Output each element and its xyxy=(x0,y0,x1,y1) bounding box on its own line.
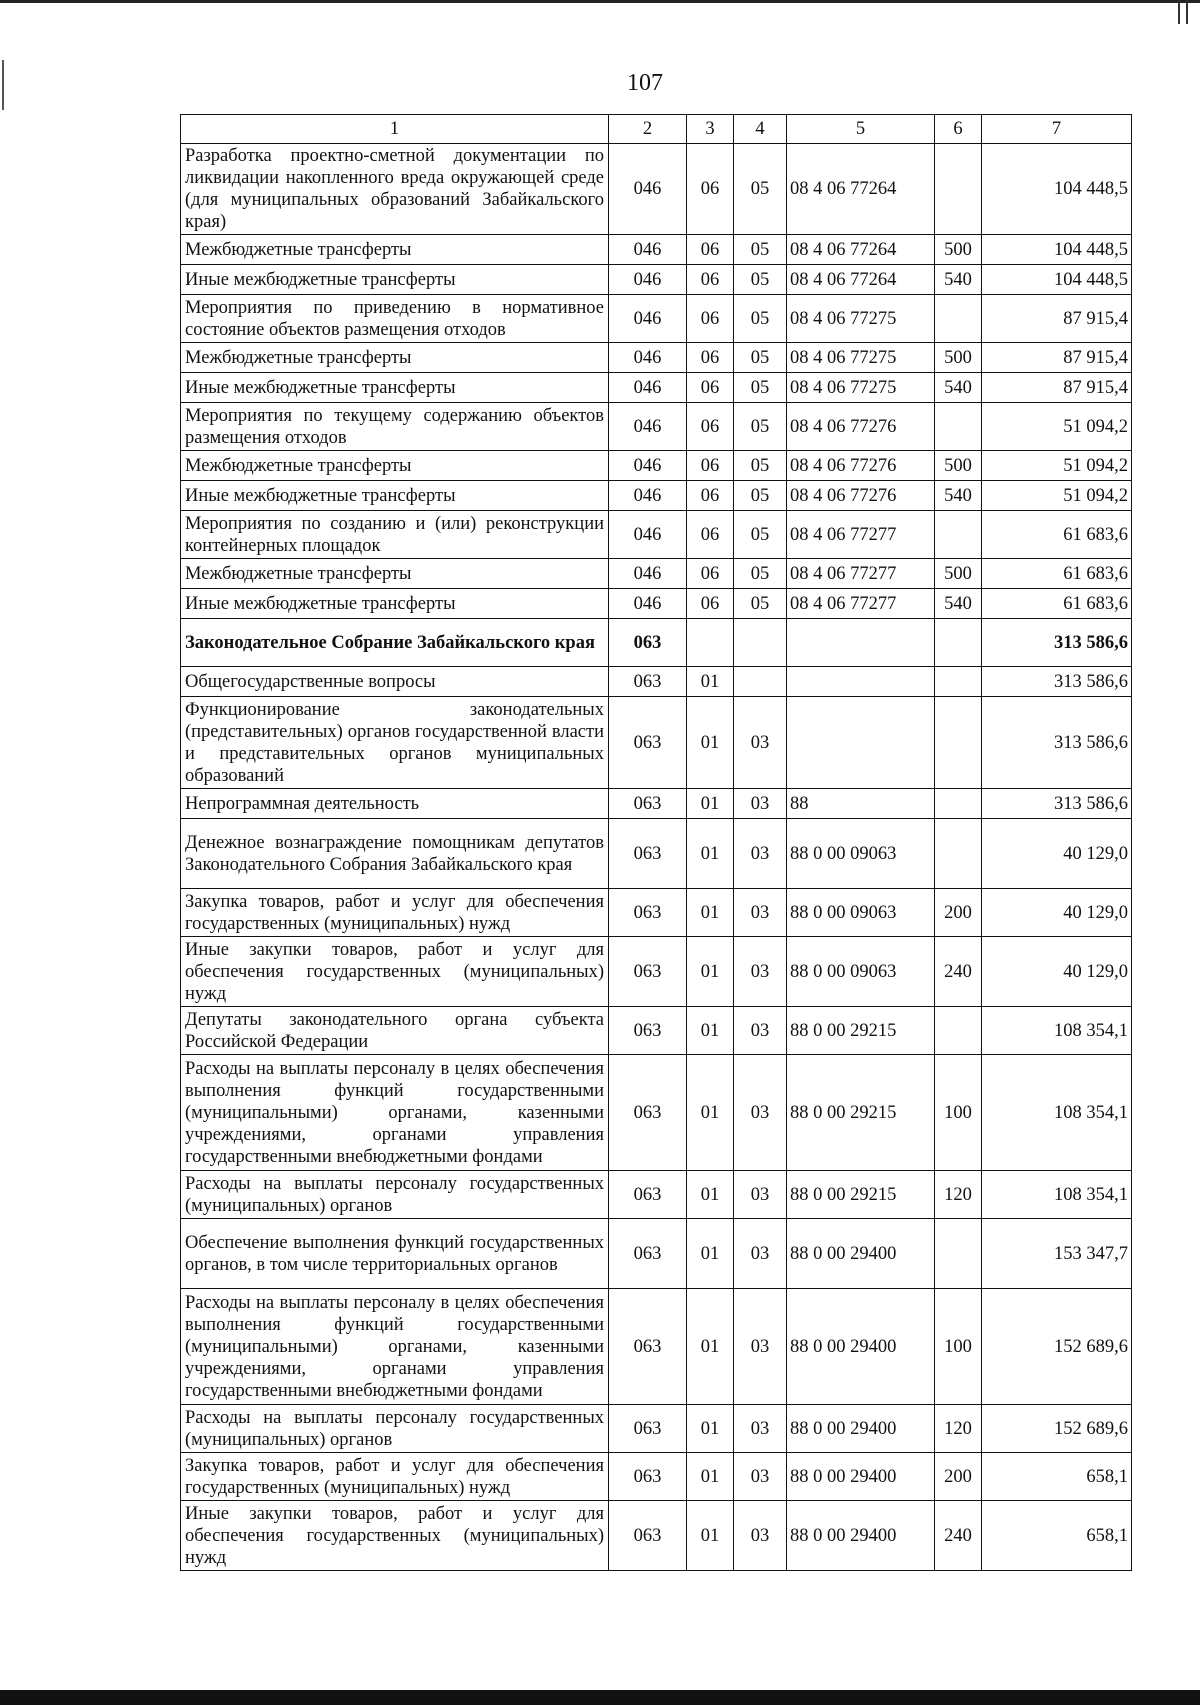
amount: 87 915,4 xyxy=(982,343,1132,373)
expense-type-code xyxy=(935,1219,982,1289)
budget-table xyxy=(180,114,1132,1571)
scan-bottom-border xyxy=(0,1690,1200,1705)
table-row xyxy=(181,235,1132,265)
target-article-code: 88 0 00 09063 xyxy=(787,937,935,1007)
table-row xyxy=(181,789,1132,819)
ministry-code: 063 xyxy=(609,667,687,697)
subsection-code: 03 xyxy=(734,1007,787,1055)
table-row xyxy=(181,295,1132,343)
ministry-code: 046 xyxy=(609,235,687,265)
amount: 51 094,2 xyxy=(982,451,1132,481)
header-row xyxy=(181,115,1132,144)
ministry-code: 046 xyxy=(609,481,687,511)
table-row xyxy=(181,1171,1132,1219)
expense-name: Иные закупки товаров, работ и услуг для обеспечения государственных (муниципальных) нужд xyxy=(181,1501,609,1571)
target-article-code: 88 0 00 29215 xyxy=(787,1055,935,1171)
target-article-code: 88 0 00 29215 xyxy=(787,1007,935,1055)
target-article-code: 88 0 00 09063 xyxy=(787,889,935,937)
table-row xyxy=(181,343,1132,373)
expense-type-code: 500 xyxy=(935,559,982,589)
ministry-code: 063 xyxy=(609,889,687,937)
section-code: 01 xyxy=(687,1289,734,1405)
section-code: 01 xyxy=(687,697,734,789)
subsection-code: 03 xyxy=(734,1289,787,1405)
target-article-code: 88 0 00 29400 xyxy=(787,1405,935,1453)
table-row xyxy=(181,1055,1132,1171)
section-code: 06 xyxy=(687,373,734,403)
amount: 108 354,1 xyxy=(982,1007,1132,1055)
ministry-code: 063 xyxy=(609,1007,687,1055)
table-row xyxy=(181,937,1132,1007)
expense-type-code xyxy=(935,667,982,697)
ministry-code: 063 xyxy=(609,1219,687,1289)
target-article-code: 08 4 06 77276 xyxy=(787,481,935,511)
table-row xyxy=(181,481,1132,511)
amount: 61 683,6 xyxy=(982,589,1132,619)
expense-name: Иные межбюджетные трансферты xyxy=(181,481,609,511)
expense-type-code xyxy=(935,144,982,235)
amount: 87 915,4 xyxy=(982,295,1132,343)
expense-name: Депутаты законодательного органа субъекта Российской Федерации xyxy=(181,1007,609,1055)
expense-type-code: 540 xyxy=(935,373,982,403)
section-code: 01 xyxy=(687,1501,734,1571)
subsection-code: 03 xyxy=(734,1219,787,1289)
ministry-code: 063 xyxy=(609,1171,687,1219)
section-code: 01 xyxy=(687,1405,734,1453)
ministry-code: 063 xyxy=(609,937,687,1007)
target-article-code xyxy=(787,697,935,789)
expense-type-code: 500 xyxy=(935,235,982,265)
amount: 104 448,5 xyxy=(982,265,1132,295)
target-article-code: 08 4 06 77264 xyxy=(787,144,935,235)
section-code: 06 xyxy=(687,343,734,373)
expense-name: Законодательное Собрание Забайкальского края xyxy=(181,619,609,667)
subsection-code: 05 xyxy=(734,295,787,343)
amount: 40 129,0 xyxy=(982,889,1132,937)
amount: 40 129,0 xyxy=(982,937,1132,1007)
expense-name: Денежное вознаграждение помощникам депутатов Законодательного Собрания Забайкальского края xyxy=(181,819,609,889)
expense-type-code: 540 xyxy=(935,589,982,619)
subsection-code: 05 xyxy=(734,373,787,403)
table-row xyxy=(181,819,1132,889)
section-code: 01 xyxy=(687,1219,734,1289)
section-code: 06 xyxy=(687,295,734,343)
subsection-code: 05 xyxy=(734,144,787,235)
target-article-code: 08 4 06 77276 xyxy=(787,403,935,451)
header-col-2: 2 xyxy=(609,115,687,144)
section-code xyxy=(687,619,734,667)
expense-name: Межбюджетные трансферты xyxy=(181,451,609,481)
expense-type-code: 540 xyxy=(935,481,982,511)
scan-top-border xyxy=(0,0,1200,8)
ministry-code: 063 xyxy=(609,819,687,889)
expense-type-code xyxy=(935,819,982,889)
amount: 313 586,6 xyxy=(982,667,1132,697)
expense-type-code: 500 xyxy=(935,451,982,481)
subsection-code: 03 xyxy=(734,1055,787,1171)
section-code: 06 xyxy=(687,265,734,295)
ministry-code: 063 xyxy=(609,1453,687,1501)
ministry-code: 046 xyxy=(609,144,687,235)
subsection-code: 05 xyxy=(734,451,787,481)
amount: 104 448,5 xyxy=(982,144,1132,235)
section-code: 06 xyxy=(687,235,734,265)
expense-name: Непрограммная деятельность xyxy=(181,789,609,819)
section-code: 06 xyxy=(687,481,734,511)
header-col-7: 7 xyxy=(982,115,1132,144)
amount: 313 586,6 xyxy=(982,697,1132,789)
subsection-code: 05 xyxy=(734,265,787,295)
section-code: 06 xyxy=(687,559,734,589)
expense-type-code xyxy=(935,1007,982,1055)
table-body xyxy=(181,144,1132,1571)
subsection-code: 05 xyxy=(734,559,787,589)
ministry-code: 046 xyxy=(609,511,687,559)
target-article-code: 88 0 00 29400 xyxy=(787,1289,935,1405)
section-code: 01 xyxy=(687,889,734,937)
amount: 108 354,1 xyxy=(982,1055,1132,1171)
table-row xyxy=(181,1501,1132,1571)
expense-type-code: 500 xyxy=(935,343,982,373)
ministry-code: 063 xyxy=(609,1055,687,1171)
ministry-code: 046 xyxy=(609,295,687,343)
table-row xyxy=(181,1453,1132,1501)
expense-type-code xyxy=(935,511,982,559)
target-article-code: 08 4 06 77277 xyxy=(787,559,935,589)
subsection-code xyxy=(734,619,787,667)
target-article-code: 08 4 06 77275 xyxy=(787,343,935,373)
ministry-code: 063 xyxy=(609,1501,687,1571)
ministry-code: 046 xyxy=(609,343,687,373)
section-code: 06 xyxy=(687,144,734,235)
amount: 51 094,2 xyxy=(982,403,1132,451)
expense-name: Межбюджетные трансферты xyxy=(181,235,609,265)
target-article-code: 08 4 06 77277 xyxy=(787,589,935,619)
ministry-code: 063 xyxy=(609,619,687,667)
table-row xyxy=(181,889,1132,937)
expense-type-code xyxy=(935,619,982,667)
expense-name: Иные межбюджетные трансферты xyxy=(181,265,609,295)
ministry-code: 046 xyxy=(609,265,687,295)
table-row xyxy=(181,1405,1132,1453)
expense-name: Функционирование законодательных (представительных) органов государственной власти и представительных органов муниципальных образований xyxy=(181,697,609,789)
subsection-code: 03 xyxy=(734,1171,787,1219)
table-row xyxy=(181,589,1132,619)
section-code: 01 xyxy=(687,1453,734,1501)
ministry-code: 046 xyxy=(609,589,687,619)
expense-name: Мероприятия по созданию и (или) реконструкции контейнерных площадок xyxy=(181,511,609,559)
target-article-code: 88 0 00 29400 xyxy=(787,1501,935,1571)
subsection-code: 05 xyxy=(734,403,787,451)
scan-corner-mark xyxy=(1178,0,1188,24)
expense-type-code: 100 xyxy=(935,1055,982,1171)
target-article-code: 88 0 00 29400 xyxy=(787,1453,935,1501)
target-article-code: 08 4 06 77275 xyxy=(787,295,935,343)
subsection-code: 05 xyxy=(734,511,787,559)
header-col-6: 6 xyxy=(935,115,982,144)
subsection-code: 05 xyxy=(734,481,787,511)
subsection-code: 05 xyxy=(734,235,787,265)
subsection-code: 03 xyxy=(734,889,787,937)
subsection-code: 05 xyxy=(734,343,787,373)
section-code: 01 xyxy=(687,937,734,1007)
expense-name: Межбюджетные трансферты xyxy=(181,343,609,373)
expense-type-code: 240 xyxy=(935,937,982,1007)
subsection-code: 03 xyxy=(734,1405,787,1453)
section-code: 06 xyxy=(687,589,734,619)
header-col-5: 5 xyxy=(787,115,935,144)
subsection-code: 05 xyxy=(734,589,787,619)
subsection-code: 03 xyxy=(734,789,787,819)
amount: 61 683,6 xyxy=(982,559,1132,589)
expense-name: Расходы на выплаты персоналу в целях обеспечения выполнения функций государственными (муниципальными) органами, казенными учреждениями, органами управления государственными внебюджетными фондами xyxy=(181,1055,609,1171)
ministry-code: 046 xyxy=(609,373,687,403)
expense-type-code: 200 xyxy=(935,1453,982,1501)
target-article-code: 88 xyxy=(787,789,935,819)
header-col-1: 1 xyxy=(181,115,609,144)
expense-name: Расходы на выплаты персоналу государственных (муниципальных) органов xyxy=(181,1171,609,1219)
expense-name: Общегосударственные вопросы xyxy=(181,667,609,697)
table-row xyxy=(181,1289,1132,1405)
table-row xyxy=(181,511,1132,559)
section-code: 01 xyxy=(687,1171,734,1219)
subsection-code xyxy=(734,667,787,697)
header-col-3: 3 xyxy=(687,115,734,144)
expense-type-code xyxy=(935,789,982,819)
target-article-code: 88 0 00 09063 xyxy=(787,819,935,889)
ministry-code: 046 xyxy=(609,403,687,451)
ministry-code: 046 xyxy=(609,559,687,589)
section-code: 01 xyxy=(687,667,734,697)
table-row xyxy=(181,559,1132,589)
section-code: 06 xyxy=(687,403,734,451)
target-article-code: 08 4 06 77264 xyxy=(787,265,935,295)
amount: 51 094,2 xyxy=(982,481,1132,511)
amount: 152 689,6 xyxy=(982,1405,1132,1453)
expense-name: Закупка товаров, работ и услуг для обеспечения государственных (муниципальных) нужд xyxy=(181,889,609,937)
expense-name: Иные закупки товаров, работ и услуг для обеспечения государственных (муниципальных) нужд xyxy=(181,937,609,1007)
expense-type-code: 240 xyxy=(935,1501,982,1571)
target-article-code: 08 4 06 77276 xyxy=(787,451,935,481)
table-row xyxy=(181,1007,1132,1055)
amount: 658,1 xyxy=(982,1453,1132,1501)
ministry-code: 063 xyxy=(609,789,687,819)
expense-name: Мероприятия по текущему содержанию объектов размещения отходов xyxy=(181,403,609,451)
table-row xyxy=(181,373,1132,403)
target-article-code: 88 0 00 29215 xyxy=(787,1171,935,1219)
ministry-code: 063 xyxy=(609,1405,687,1453)
amount: 153 347,7 xyxy=(982,1219,1132,1289)
amount: 61 683,6 xyxy=(982,511,1132,559)
expense-name: Расходы на выплаты персоналу в целях обеспечения выполнения функций государственными (муниципальными) органами, казенными учреждениями, органами управления государственными внебюджетными фондами xyxy=(181,1289,609,1405)
amount: 40 129,0 xyxy=(982,819,1132,889)
target-article-code: 08 4 06 77264 xyxy=(787,235,935,265)
ministry-code: 063 xyxy=(609,697,687,789)
expense-name: Межбюджетные трансферты xyxy=(181,559,609,589)
table-row xyxy=(181,619,1132,667)
table-row xyxy=(181,697,1132,789)
section-code: 01 xyxy=(687,819,734,889)
table-row xyxy=(181,451,1132,481)
subsection-code: 03 xyxy=(734,819,787,889)
expense-type-code xyxy=(935,403,982,451)
expense-type-code: 100 xyxy=(935,1289,982,1405)
expense-type-code: 120 xyxy=(935,1171,982,1219)
expense-name: Закупка товаров, работ и услуг для обеспечения государственных (муниципальных) нужд xyxy=(181,1453,609,1501)
section-code: 01 xyxy=(687,1007,734,1055)
subsection-code: 03 xyxy=(734,697,787,789)
target-article-code: 08 4 06 77275 xyxy=(787,373,935,403)
amount: 108 354,1 xyxy=(982,1171,1132,1219)
target-article-code xyxy=(787,619,935,667)
section-code: 01 xyxy=(687,1055,734,1171)
amount: 104 448,5 xyxy=(982,235,1132,265)
subsection-code: 03 xyxy=(734,1501,787,1571)
amount: 152 689,6 xyxy=(982,1289,1132,1405)
amount: 658,1 xyxy=(982,1501,1132,1571)
expense-type-code: 120 xyxy=(935,1405,982,1453)
target-article-code: 88 0 00 29400 xyxy=(787,1219,935,1289)
expense-name: Расходы на выплаты персоналу государственных (муниципальных) органов xyxy=(181,1405,609,1453)
subsection-code: 03 xyxy=(734,937,787,1007)
expense-name: Иные межбюджетные трансферты xyxy=(181,589,609,619)
expense-name: Обеспечение выполнения функций государственных органов, в том числе территориальных органов xyxy=(181,1219,609,1289)
expense-type-code: 200 xyxy=(935,889,982,937)
ministry-code: 063 xyxy=(609,1289,687,1405)
subsection-code: 03 xyxy=(734,1453,787,1501)
amount: 313 586,6 xyxy=(982,789,1132,819)
amount: 313 586,6 xyxy=(982,619,1132,667)
header-col-4: 4 xyxy=(734,115,787,144)
table-row xyxy=(181,667,1132,697)
section-code: 06 xyxy=(687,451,734,481)
target-article-code: 08 4 06 77277 xyxy=(787,511,935,559)
page-number: 107 xyxy=(627,70,663,96)
expense-name: Мероприятия по приведению в нормативное состояние объектов размещения отходов xyxy=(181,295,609,343)
table-row xyxy=(181,265,1132,295)
expense-type-code xyxy=(935,295,982,343)
section-code: 06 xyxy=(687,511,734,559)
expense-name: Иные межбюджетные трансферты xyxy=(181,373,609,403)
amount: 87 915,4 xyxy=(982,373,1132,403)
table-row xyxy=(181,144,1132,235)
expense-type-code xyxy=(935,697,982,789)
ministry-code: 046 xyxy=(609,451,687,481)
table-row xyxy=(181,403,1132,451)
expense-name: Разработка проектно-сметной документации по ликвидации накопленного вреда окружающей среде (для муниципальных образований Забайкальского края) xyxy=(181,144,609,235)
expense-type-code: 540 xyxy=(935,265,982,295)
target-article-code xyxy=(787,667,935,697)
section-code: 01 xyxy=(687,789,734,819)
table-row xyxy=(181,1219,1132,1289)
